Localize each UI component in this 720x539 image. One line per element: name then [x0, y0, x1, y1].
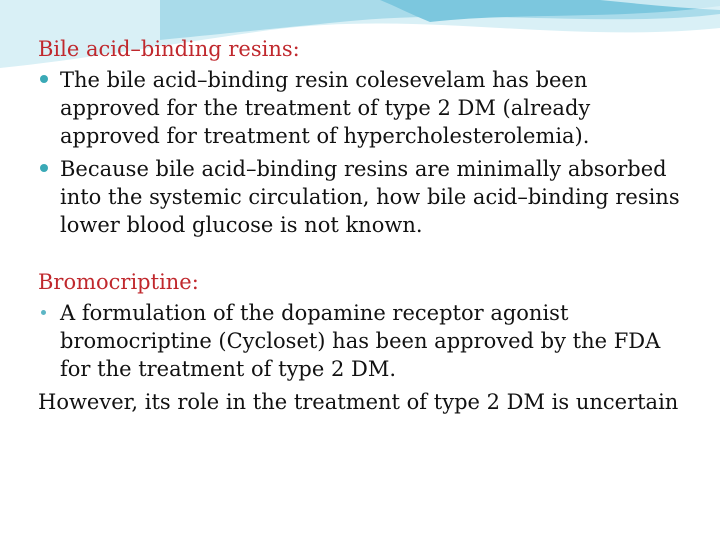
- bullet-item: [38, 66, 688, 150]
- slide-content: [38, 36, 688, 416]
- bullet-text: The bile acid–binding resin colesevelam has been approved for the treatment of type 2 DM (already approved for treatment of hypercholesterolemia).: [60, 68, 591, 148]
- bullet-item: [38, 155, 688, 239]
- section-heading-bile-acid: Bile acid–binding resins:: [38, 37, 300, 61]
- bullet-item: [38, 299, 688, 383]
- bullet-dot-icon: [38, 66, 60, 94]
- bullet-text: A formulation of the dopamine receptor agonist bromocriptine (Cycloset) has been approved by the FDA for the treatment of type 2 DM.: [60, 301, 661, 381]
- note-text: However, its role in the treatment of type 2 DM is uncertain: [38, 390, 679, 414]
- bullet-text: Because bile acid–binding resins are minimally absorbed into the systemic circulation, how bile acid–binding resins lower blood glucose is not known.: [60, 157, 680, 237]
- bullet-dot-icon: [38, 155, 60, 183]
- bullet-dot-icon: [38, 299, 60, 327]
- section-heading-bromocriptine: Bromocriptine:: [38, 270, 199, 294]
